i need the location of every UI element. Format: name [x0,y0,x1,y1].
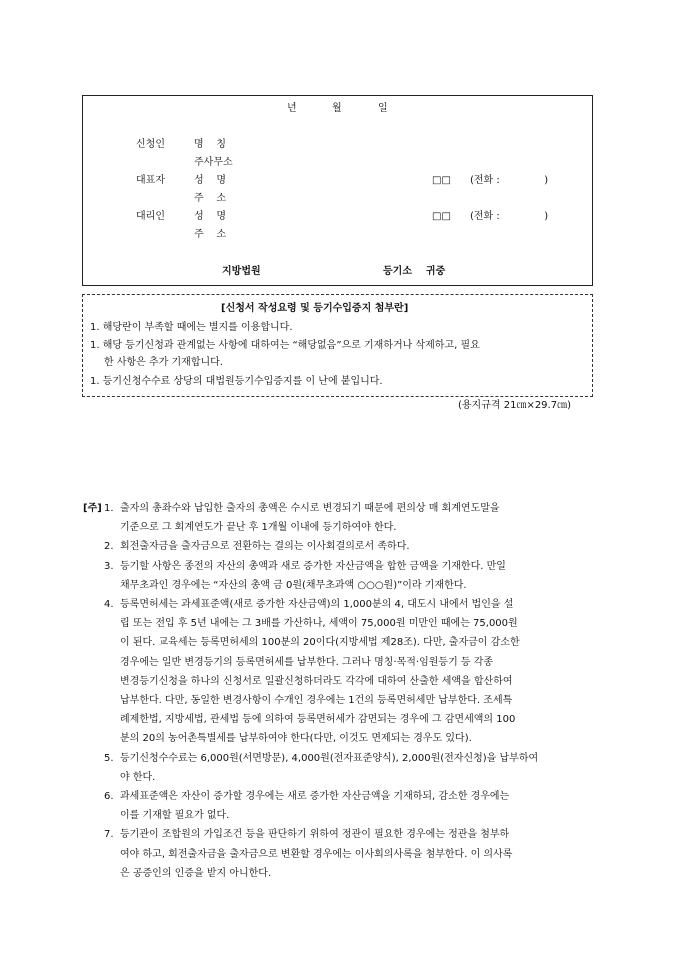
footnote-line: 등기관이 조합원의 가입조건 등을 판단하기 위하여 정관이 필요한 경우에는 정관을 첨부하 [120,829,510,841]
notes-title: [신청서 작성요령 및 등기수입증지 첨부란] [221,303,409,314]
footnote-line: 분의 20의 농어촌특별세를 납부하여야 한다(다만, 이것도 면제되는 경우도 있다). [120,733,472,745]
footnote-line: 회전출자금을 출자금으로 전환하는 결의는 이사회결의로서 족하다. [120,541,410,553]
footnote-number: 1. [104,503,114,514]
footnote-line: 립 또는 전입 후 5년 내에는 그 3배를 가산하나, 세액이 75,000원 미만인 때에는 75,000원 [120,618,518,630]
footnote-line: 채무초과인 경우에는 “자산의 총액 금 0원(채무초과액 ○○○원)”이라 기재한다. [120,579,467,591]
footnote-number: 6. [104,791,114,802]
court-name: 지방법원 [222,266,261,277]
date-year: 년 [287,103,297,114]
note-line: 1. 해당란이 부족할 때에는 별지를 이용합니다. [90,322,293,333]
footnote-line: 야 한다. [120,771,156,783]
office-label: 주사무소 [194,157,233,168]
agent-phone: (전화 : ) [470,211,549,222]
agent-label: 대리인 [136,211,165,222]
footnote-line: 등기신청수수료는 6,000원(서면방문), 4,000원(전자표준양식), 2,000원(전자신청)을 납부하여 [120,752,539,764]
rep-phone: (전화 : ) [470,175,549,186]
footnote-number: 2. [104,541,114,553]
footnote-line: 과세표준액은 자산이 증가할 경우에는 새로 증가한 자산금액을 기재하되, 감소한 경우에는 [120,791,510,802]
note-line: 1. 해당 등기신청과 관계없는 사항에 대하여는 “해당없음”으로 기재하거나 삭제하고, 필요 [90,340,480,351]
footnote-line: 출자의 총좌수와 납입한 출자의 총액은 수시로 변경되기 때문에 편의상 매 회계연도말을 [120,503,500,514]
note-line: 1. 등기신청수수료 상당의 대법원등기수입증지를 이 난에 붙입니다. [90,376,383,387]
footnote-line: 납부한다. 다만, 동일한 변경사항이 수개인 경우에는 1건의 등록면허세만 납부한다. 조세특 [120,695,513,706]
rep-address-label: 주 소 [194,193,227,204]
footnote-line: 등록면허세는 과세표준액(새로 증가한 자산금액)의 1,000분의 4, 대도시 내에서 법인을 설 [120,599,514,610]
footnote-line: 기준으로 그 회계연도가 끝난 후 1개월 이내에 등기하여야 한다. [120,522,397,534]
footnote-line: 등기할 사항은 종전의 자산의 총액과 새로 증가한 자산금액을 합한 금액을 기재한다. 만일 [120,560,506,572]
footnote-line: 변경등기신청을 하나의 신청서로 일괄신청하더라도 각각에 대하여 산출한 세액을 합산하여 [120,675,513,687]
rep-seal: □□ [432,175,451,186]
footnote-line: 여야 하고, 회전출자금을 출자금으로 변환할 경우에는 이사회의사록을 첨부한다. 이 의사록 [120,848,513,860]
footnote-marker: [주] [83,503,102,514]
footnote-line: 경우에는 일반 변경등기의 등록면허세를 납부한다. 그러나 명칭·목적·임원등기 등 각종 [120,656,494,668]
footnote-line: 례제한법, 지방세법, 관세법 등에 의하여 등록면허세가 감면되는 경우에 그 감면세액의 100 [120,714,516,726]
footnote-number: 4. [104,599,114,610]
name-label: 명 칭 [194,139,227,150]
paper-size-label: (용지규격 21㎝×29.7㎝) [458,400,571,411]
rep-name-label: 성 명 [194,175,227,186]
agent-seal: □□ [432,211,451,222]
date-month: 월 [332,103,342,114]
footnote-line: 이를 기재할 필요가 없다. [120,810,230,822]
agent-address-label: 주 소 [194,229,227,240]
footnote-number: 5. [104,752,114,764]
footnote-number: 7. [104,829,114,841]
application-form-box [82,95,593,286]
footnote-line: 은 공증인의 인증을 받지 아니한다. [120,867,272,879]
representative-label: 대표자 [136,175,165,186]
applicant-label: 신청인 [136,139,165,150]
registry-office: 등기소 귀중 [383,266,446,277]
footnote-line: 이 된다. 교육세는 등록면허세의 100분의 20이다(지방세법 제28조). 다만, 출자금이 감소한 [120,637,520,649]
date-day: 일 [378,103,388,114]
footnote-number: 3. [104,560,114,572]
note-line: 한 사항은 추가 기재합니다. [104,357,223,368]
agent-name-label: 성 명 [194,211,227,222]
